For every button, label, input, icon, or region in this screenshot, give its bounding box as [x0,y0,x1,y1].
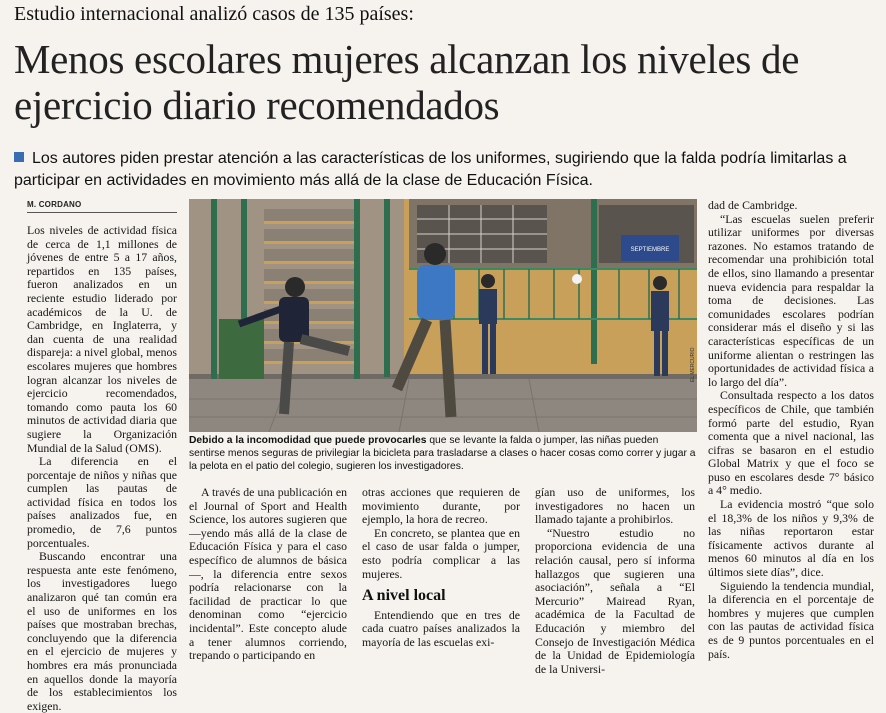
paragraph: A través de una publicación en el Journal of Sport and Health Science, los autores sugieren que —yendo más allá de la clase de Educación Física y para el caso específico de alumnos de básica—, la diferencia entre sexos podría relacionarse con la facilidad de practicar lo que denominan como “ejercicio incidental”. Este concepto alude a tener alumnos corriendo, trepando o participando en [189,485,347,663]
caption-lead: Debido a la incomodidad que puede provocarles [189,435,427,446]
paragraph: “Las escuelas suelen preferir utilizar uniformes por diversas razones. No estamos tratando de recomendar una prohibición total de ellos, sino llamando a presentar nueva evidencia para respaldar la toma de decisiones. Las comunidades escolares podrían considerar más el diseño y si las características específicas de un uniforme alientan o restringen las oportunidades de actividad física a lo largo del día”. [708,211,874,389]
wall-sign-text: SEPTIEMBRE [630,247,670,253]
paragraph: La diferencia en el porcentaje de niños y niñas que cumplen las pautas de actividad física en todos los países analizados fue, en promedio, de 7,6 puntos porcentuales. [27,454,177,550]
paragraph: En concreto, se plantea que en el caso de usar falda o jumper, esto podría complicar a las mujeres. [362,525,520,581]
paragraph: gían uso de uniformes, los investigadores no hacen un llamado tajante a prohibirlos. [535,485,695,527]
kicker: Estudio internacional analizó casos de 135 países: [14,3,414,25]
article-column-3 [362,486,520,650]
byline-divider [27,212,177,213]
article-column-5 [708,199,874,661]
article-column-1 [27,224,177,713]
article-column-4 [535,486,695,676]
paragraph: La evidencia mostró “que solo el 18,3% de los niños y 9,3% de las niñas reportaron estar físicamente activos durante al menos 60 minutos al día en los últimos siete días”, dice. [708,497,874,580]
article-column-2 [189,486,347,663]
article-photo [189,199,697,432]
caption-text: que se levante la falda o jumper, las niñas pueden sentirse menos seguras de privilegiar la bicicleta para trasladarse a clases o hacer cosas como correr y jugar a la pelota en el patio del colegio, sugieren los investigadores. [189,435,696,472]
paragraph: “Nuestro estudio no proporciona evidencia de una relación causal, pero sí informa hallazgos que sugieren una asociación”, señala a “El Mercurio” Mairead Ryan, académica de la Facultad de Educación y miembro del Consejo de Investigación Médica de la Unidad de Epidemiología de la Universi- [535,525,695,676]
paragraph: Buscando encontrar una respuesta ante este fenómeno, los investigadores luego analizaron qué tan común era el uso de uniformes en los países que mostraban brechas, concluyendo que la diferencia en el ejercicio de mujeres y hombres era más pronunciada en aquellos donde la mayoría de los establecimientos los exigen. [27,549,177,713]
photo-caption [189,434,697,473]
section-heading: A nivel local [362,587,446,605]
headline: Menos escolares mujeres alcanzan los niveles de ejercicio diario recomendados [14,36,800,128]
paragraph: Siguiendo la tendencia mundial, la diferencia en el porcentaje de hombres y mujeres que cumplen con las pautas de actividad física es de 9 puntos porcentuales en el país. [708,578,874,661]
photo-credit: EL MERCURIO [690,347,696,382]
schoolyard-photo [189,199,697,432]
paragraph: otras acciones que requieren de movimiento durante, por ejemplo, la hora de recreo. [362,485,520,527]
lead-text: Los autores piden prestar atención a las características de los uniformes, sugiriendo que la falda podría limitarlas a participar en actividades en movimiento más allá de la clase de Educación Física. [14,150,847,189]
bullet-square-icon [14,152,24,162]
lead-paragraph [14,148,874,192]
paragraph: dad de Cambridge. [708,198,798,212]
byline: M. CORDANO [27,200,82,209]
paragraph: Los niveles de actividad física de cerca de 1,1 millones de jóvenes de entre 5 a 17 años, repartidos en 135 países, fueron analizados en un reciente estudio liderado por académicos de la U. de Cambridge, en Inglaterra, y dan cuenta de una realidad dispareja: a nivel global, menos escolares mujeres que hombres logran alcanzar los niveles de ejercicio recomendados, tomando como pauta los 60 minutos de actividad diaria que sugiere la Organización Mundial de la Salud (OMS). [27,223,177,455]
paragraph: Entendiendo que en tres de cada cuatro países analizados la mayoría de las escuelas exi- [362,607,520,649]
paragraph: Consultada respecto a los datos específicos de Chile, que también formó parte del estudio, Ryan comenta que a nivel nacional, las cifras se basaron en el estudio Global Matrix y que el foco se puso en escolares desde 7° básico a 4° medio. [708,388,874,498]
